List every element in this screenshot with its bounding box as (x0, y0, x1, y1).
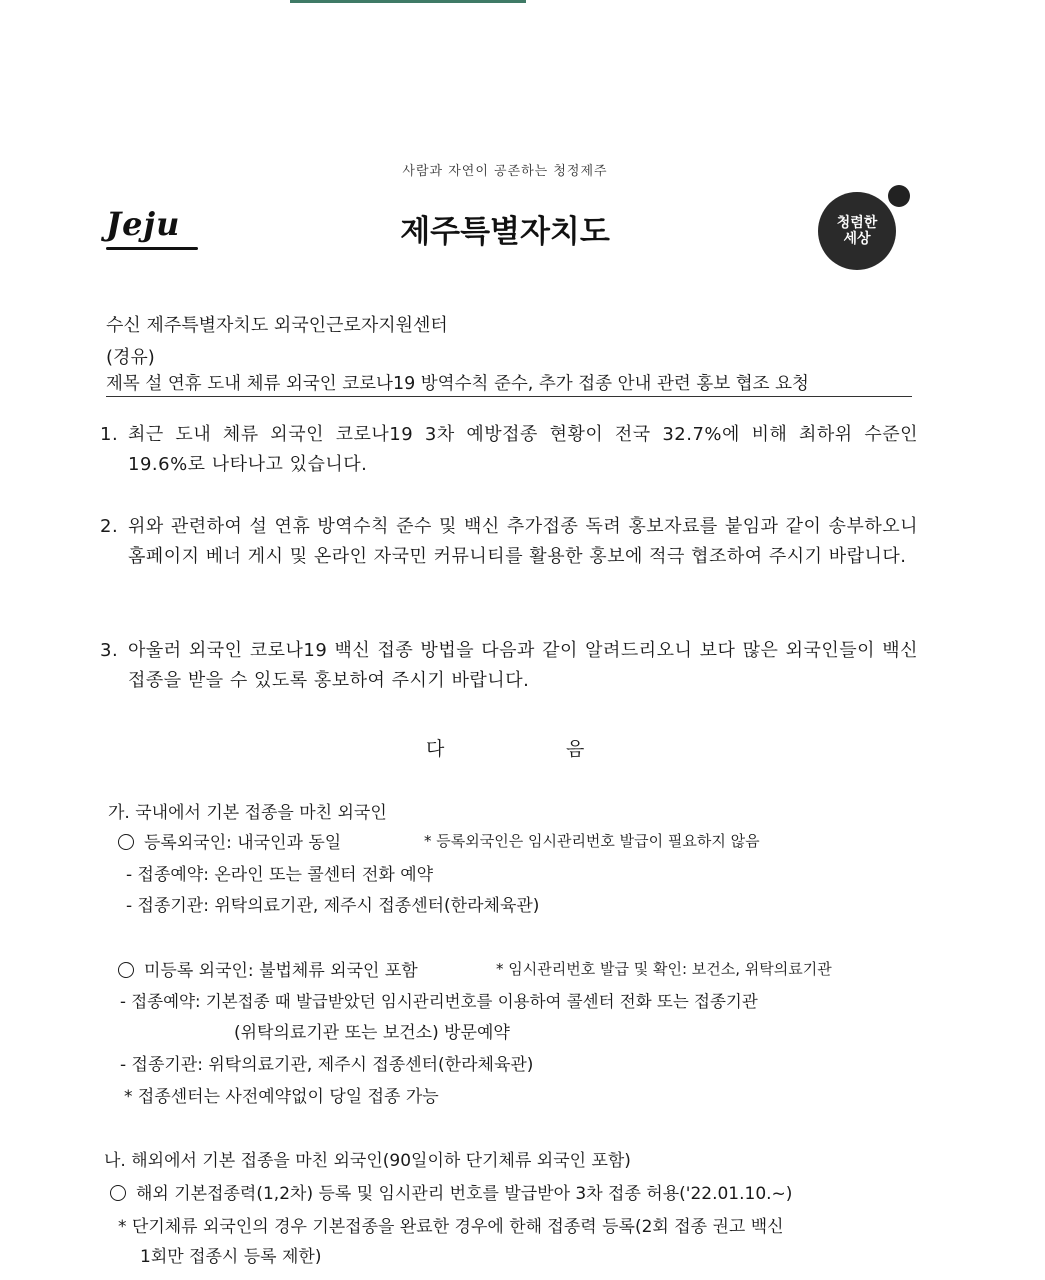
jeju-logo-text: Jeju (106, 205, 181, 243)
seal-dot (888, 185, 910, 207)
circle-bullet-icon (118, 962, 134, 978)
paragraph-1 (100, 420, 918, 480)
circle-bullet-icon (110, 1185, 126, 1201)
next-heading-right: 음 (566, 738, 585, 760)
unregistered-site: - 접종기관: 위탁의료기관, 제주시 접종센터(한라체육관) (120, 1055, 534, 1075)
recipient-line: 수신 제주특별자치도 외국인근로자지원센터 (106, 315, 448, 336)
unregistered-booking: - 접종예약: 기본접종 때 발급받았던 임시관리번호를 이용하여 콜센터 전화 또는 접종기관 (120, 992, 758, 1011)
top-edge-bar (290, 0, 526, 3)
registered-note: * 등록외국인은 임시관리번호 발급이 필요하지 않음 (424, 832, 760, 850)
section-b-item (110, 1179, 792, 1204)
paragraph-text: 아울러 외국인 코로나19 백신 접종 방법을 다음과 같이 알려드리오니 보다 많은 외국인들이 백신 접종을 받을 수 있도록 홍보하여 주시기 바랍니다. (128, 640, 918, 691)
registered-item (118, 828, 341, 853)
paragraph-3 (100, 636, 918, 696)
paragraph-2 (100, 512, 918, 572)
seal-text: 청렴한 세상 (836, 215, 878, 247)
subject-underline (106, 396, 912, 397)
org-title: 제주특별자치도 (400, 214, 610, 250)
section-b-note-cont: 1회만 접종시 등록 제한) (140, 1247, 322, 1267)
unregistered-note: * 임시관리번호 발급 및 확인: 보건소, 위탁의료기관 (496, 960, 832, 978)
unregistered-item (118, 956, 418, 981)
paragraph-number: 3. (100, 640, 119, 661)
section-b-item-text: 해외 기본접종력(1,2차) 등록 및 임시관리 번호를 발급받아 3차 접종 허용('22.01.10.~) (136, 1184, 793, 1204)
center-note: * 접종센터는 사전예약없이 당일 접종 가능 (124, 1087, 439, 1107)
next-heading-left: 다 (426, 738, 445, 760)
paragraph-text: 최근 도내 체류 외국인 코로나19 3차 예방접종 현황이 전국 32.7%에 비해 최하위 수준인 19.6%로 나타나고 있습니다. (128, 424, 918, 475)
unregistered-booking-cont: (위탁의료기관 또는 보건소) 방문예약 (234, 1023, 510, 1043)
registered-label: 등록외국인: 내국인과 동일 (144, 833, 342, 853)
section-a-title: 가. 국내에서 기본 접종을 마친 외국인 (108, 803, 387, 823)
paragraph-text: 위와 관련하여 설 연휴 방역수칙 준수 및 백신 추가접종 독려 홍보자료를 붙임과 같이 송부하오니 홈페이지 베너 게시 및 온라인 자국민 커뮤니티를 활용한 홍보에 적극 협조하여 주시기 바랍니다. (128, 516, 918, 567)
registered-site: - 접종기관: 위탁의료기관, 제주시 접종센터(한라체육관) (126, 896, 540, 916)
clean-world-seal (818, 192, 896, 270)
circle-bullet-icon (118, 834, 134, 850)
paragraph-number: 2. (100, 516, 119, 537)
registered-booking: - 접종예약: 온라인 또는 콜센터 전화 예약 (126, 865, 434, 885)
unregistered-label: 미등록 외국인: 불법체류 외국인 포함 (144, 961, 418, 981)
section-b-note: * 단기체류 외국인의 경우 기본접종을 완료한 경우에 한해 접종력 등록(2회 접종 권고 백신 (118, 1217, 784, 1237)
slogan: 사람과 자연이 공존하는 청정제주 (402, 164, 608, 179)
section-b-title: 나. 해외에서 기본 접종을 마친 외국인(90일이하 단기체류 외국인 포함) (104, 1151, 631, 1171)
subject-line: 제목 설 연휴 도내 체류 외국인 코로나19 방역수칙 준수, 추가 접종 안내 관련 홍보 협조 요청 (106, 374, 809, 394)
via-line: (경유) (106, 347, 155, 368)
paragraph-number: 1. (100, 424, 119, 445)
